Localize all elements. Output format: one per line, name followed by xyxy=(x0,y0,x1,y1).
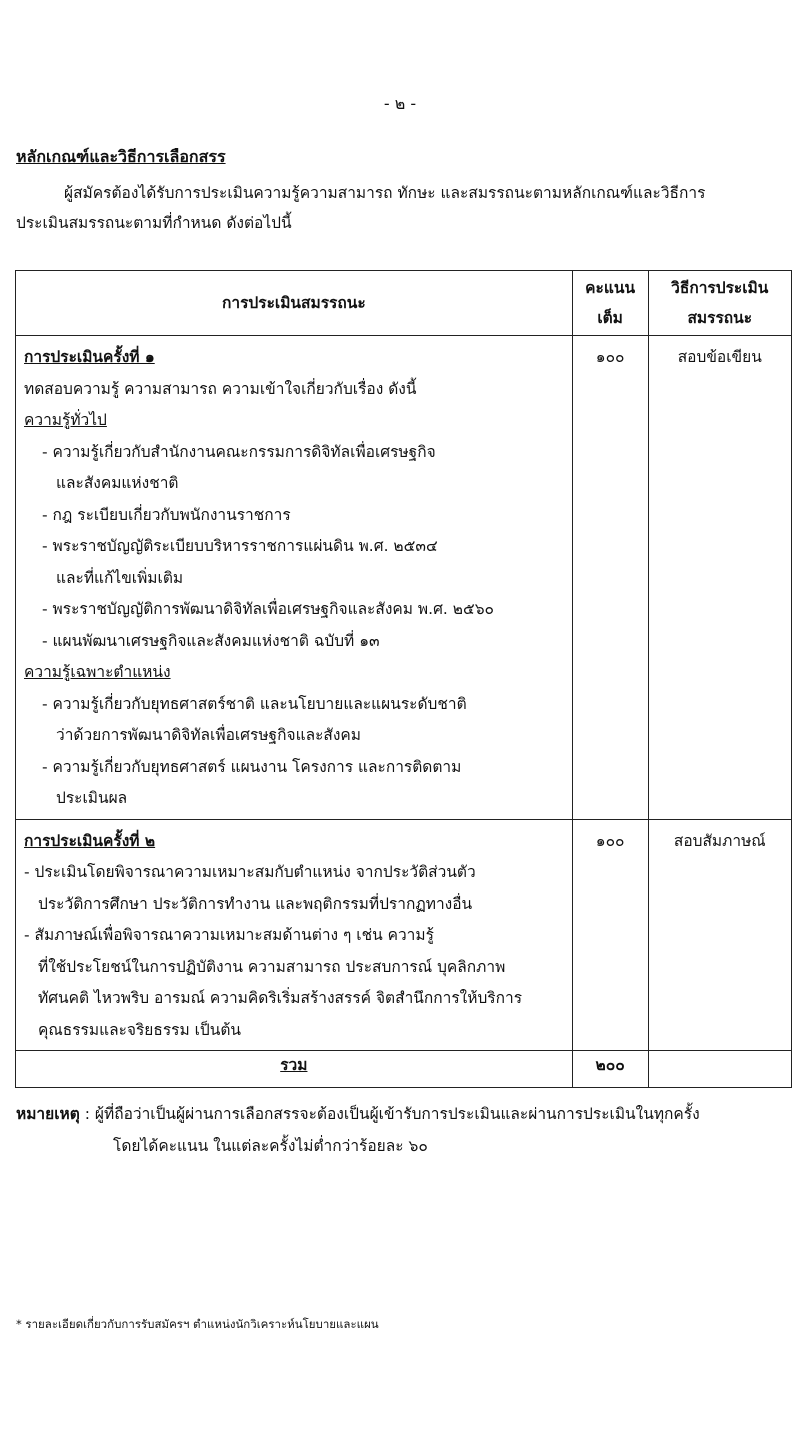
criteria-table xyxy=(15,270,792,1088)
list-item-continued: และที่แก้ไขเพิ่มเติม xyxy=(56,568,184,587)
remark-label: หมายเหตุ xyxy=(16,1105,80,1123)
list-item-continued: ทัศนคติ ไหวพริบ อารมณ์ ความคิดริเริ่มสร้างสรรค์ จิตสำนึกการให้บริการ xyxy=(38,989,523,1007)
round2-content xyxy=(16,819,573,1051)
section-heading: หลักเกณฑ์และวิธีการเลือกสรร xyxy=(16,147,226,166)
header-full-score-line-2: เต็ม xyxy=(597,309,623,327)
round1-score: ๑๐๐ xyxy=(572,336,648,820)
list-item-continued: และสังคมแห่งชาติ xyxy=(56,474,179,492)
specific-knowledge-title: ความรู้เฉพาะตำแหน่ง xyxy=(24,663,171,681)
remark xyxy=(16,1098,791,1162)
general-knowledge-title: ความรู้ทั่วไป xyxy=(24,411,107,429)
page-number: - ๒ - xyxy=(383,94,417,113)
list-item: - กฎ ระเบียบเกี่ยวกับพนักงานราชการ xyxy=(42,505,291,524)
list-item: - ความรู้เกี่ยวกับยุทธศาสตร์ แผนงาน โครงการ และการติดตาม xyxy=(42,757,462,776)
intro-paragraph xyxy=(16,178,786,238)
remark-line-1: ผู้ที่ถือว่าเป็นผู้ผ่านการเลือกสรรจะต้องเป็นผู้เข้ารับการประเมินและผ่านการประเมินในทุกครั้ง xyxy=(94,1105,700,1123)
list-item: - ความรู้เกี่ยวกับสำนักงานคณะกรรมการดิจิทัลเพื่อเศรษฐกิจ xyxy=(42,442,436,461)
intro-line-2: ประเมินสมรรถนะตามที่กำหนด ดังต่อไปนี้ xyxy=(16,214,292,232)
total-score: ๒๐๐ xyxy=(572,1051,648,1088)
round2-score: ๑๐๐ xyxy=(572,819,648,1051)
table-row xyxy=(16,336,792,820)
list-item: - ประเมินโดยพิจารณาความเหมาะสมกับตำแหน่ง จากประวัติส่วนตัว xyxy=(24,863,476,881)
list-item-continued: ประเมินผล xyxy=(56,789,128,807)
list-item-continued: ที่ใช้ประโยชน์ในการปฏิบัติงาน ความสามารถ ประสบการณ์ บุคลิกภาพ xyxy=(38,957,506,976)
remark-line-2: โดยได้คะแนน ในแต่ละครั้งไม่ต่ำกว่าร้อยละ ๖๐ xyxy=(113,1137,428,1155)
intro-line-1: ผู้สมัครต้องได้รับการประเมินความรู้ความสามารถ ทักษะ และสมรรถนะตามหลักเกณฑ์และวิธีการ xyxy=(64,184,706,202)
header-method xyxy=(648,271,791,336)
round2-method: สอบสัมภาษณ์ xyxy=(648,819,791,1051)
total-method-empty xyxy=(648,1051,791,1088)
header-assessment: การประเมินสมรรถนะ xyxy=(16,271,573,336)
round2-title: การประเมินครั้งที่ ๒ xyxy=(24,831,156,850)
round1-method: สอบข้อเขียน xyxy=(648,336,791,820)
round1-intro: ทดสอบความรู้ ความสามารถ ความเข้าใจเกี่ยวกับเรื่อง ดังนี้ xyxy=(24,379,417,398)
header-full-score-line-1: คะแนน xyxy=(585,279,636,297)
list-item: - พระราชบัญญัติการพัฒนาดิจิทัลเพื่อเศรษฐกิจและสังคม พ.ศ. ๒๕๖๐ xyxy=(42,600,495,618)
header-method-line-1: วิธีการประเมิน xyxy=(671,279,769,297)
list-item: - สัมภาษณ์เพื่อพิจารณาความเหมาะสมด้านต่าง ๆ เช่น ความรู้ xyxy=(24,926,434,944)
list-item: - แผนพัฒนาเศรษฐกิจและสังคมแห่งชาติ ฉบับที่ ๑๓ xyxy=(42,631,380,650)
header-method-line-2: สมรรถนะ xyxy=(687,309,753,327)
footnote: * รายละเอียดเกี่ยวกับการรับสมัครฯ ตำแหน่งนักวิเคราะห์นโยบายและแผน xyxy=(16,1317,379,1331)
list-item-continued: คุณธรรมและจริยธรรม เป็นต้น xyxy=(38,1020,242,1039)
total-row xyxy=(16,1051,792,1088)
total-label: รวม xyxy=(16,1051,573,1088)
list-item-continued: ว่าด้วยการพัฒนาดิจิทัลเพื่อเศรษฐกิจและสังคม xyxy=(56,726,362,744)
list-item-continued: ประวัติการศึกษา ประวัติการทำงาน และพฤติกรรมที่ปรากฏทางอื่น xyxy=(38,894,473,913)
header-full-score xyxy=(572,271,648,336)
table-header-row xyxy=(16,271,792,336)
table-row xyxy=(16,819,792,1051)
remark-separator: : xyxy=(79,1105,95,1123)
round1-content xyxy=(16,336,573,820)
list-item: - ความรู้เกี่ยวกับยุทธศาสตร์ชาติ และนโยบายและแผนระดับชาติ xyxy=(42,694,467,713)
round1-title: การประเมินครั้งที่ ๑ xyxy=(24,348,155,366)
list-item: - พระราชบัญญัติระเบียบบริหารราชการแผ่นดิน พ.ศ. ๒๕๓๔ xyxy=(42,537,438,555)
